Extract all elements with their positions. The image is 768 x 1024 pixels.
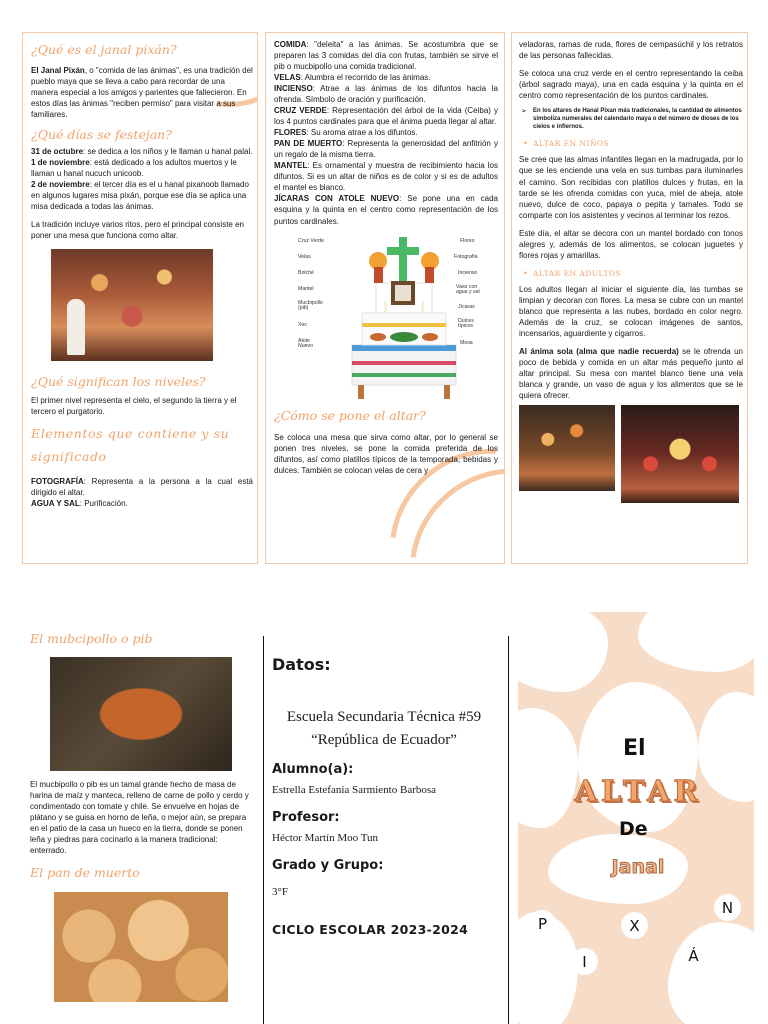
element-photo: FOTOGRAFÍA: Representa a la persona a la cual está dirigido el altar.: [31, 477, 253, 498]
label-mucbipollo: Mucbipollo (pib): [298, 299, 323, 312]
element-water-salt: AGUA Y SAL: Purificación.: [31, 499, 128, 509]
cover-blob: [518, 612, 608, 692]
heading-pib: El mubcipollo o pib: [30, 631, 153, 646]
panel-elements: [265, 32, 505, 564]
cover-janal: Janal: [611, 856, 665, 878]
school-name: Escuela Secundaria Técnica #59: [286, 709, 482, 725]
cover-letter-a: Á: [680, 942, 707, 969]
heading-days: ¿Qué días se festejan?: [31, 127, 172, 143]
label-fotografia: Fotografía: [454, 253, 478, 260]
school-year: CICLO ESCOLAR 2023-2024: [272, 921, 469, 937]
pib-paragraph: El mucbipollo o pib es un tamal grande hecho de masa de harina de maíz y manteca, relleno de carne de pollo y cerdo y condimentado con tomate y chile. Se envuelve en hojas de plátano y se guisa en horno de leña, o mejor aún, se prepara en el patio de la casa un hueco en la tierra, donde se ponen leña y piedras para cocinarlo a la manera tradicional: enterrado.: [30, 780, 249, 856]
item-flores: FLORES: Su aroma atrae a los difuntos.: [274, 128, 418, 138]
cover-letter-n: N: [714, 894, 741, 921]
heading-adults-altar: • ALTAR EN ADULTOS: [533, 269, 743, 278]
cover-blob: [668, 922, 754, 1024]
altar-photo-1: [519, 405, 615, 491]
cover-blob: [518, 708, 578, 828]
cross-paragraph: Se coloca una cruz verde en el centro representando la ceiba (árbol sagrado maya), una en cada esquina y la quinta en el centro como representación de los puntos cardinales.: [519, 69, 743, 101]
item-velas: VELAS: Alumbra el recorrido de las ánimas.: [274, 73, 431, 83]
label-jicaras: Jícaras: [458, 303, 475, 310]
kids-paragraph: Se cree que las almas infantiles llegan en la madrugada, por lo que se les enciende una vela en sus tumbas para iluminarles el camino. Son recibidas con platillos dulces y frutas, en la tarde se les ofrenda comidas con yuca, miel de abeja, atole nuevo, dulce de coco, papaya o pepita y tamales. Todo se comparte con los asistentes y vecinos al terminar los rezos.: [519, 155, 743, 220]
teacher-label: Profesor:: [272, 809, 340, 825]
cover-el: El: [623, 736, 646, 761]
panel-what-is: [22, 32, 258, 564]
how-paragraph: Se coloca una mesa que sirva como altar, por lo general se ponen tres niveles, se pone la comida preferida de los difuntos, así como platillos típicos de la temporada, bebidas y dulces. También se colocan velas de cera y: [274, 432, 498, 475]
lonely-soul-paragraph: Al ánima sola (alma que nadie recuerda) se le ofrenda un poco de bebida y comida en un altar más pequeño junto al altar principal. Su mesa con mantel blanco tiene una vela blanca y grande, un vaso de agua y los alimentos que se le quiera ofrecer.: [519, 346, 743, 400]
teacher-name: Héctor Martín Moo Tun: [272, 831, 379, 844]
pan-photo: [54, 892, 228, 1002]
grade-value: 3°F: [272, 885, 289, 898]
label-incienso: Incienso: [458, 269, 478, 276]
kids-decor-paragraph: Este día, el altar se decora con un mantel bordado con tonos alegres y, además de los alimentos, se colocan juguetes y flores rojas y amarillas.: [519, 228, 743, 260]
label-velas: Velas: [298, 253, 311, 260]
label-cruz-verde: Cruz Verde: [298, 237, 324, 244]
heading-what-is: ¿Qué es el janal pixán?: [31, 42, 177, 57]
label-xec: Xec: [298, 321, 307, 328]
label-bolche: Bolché: [298, 269, 314, 276]
continued-paragraph: veladoras, ramas de ruda, flores de cempasúchil y los retratos de las personas fallecidas.: [519, 40, 743, 61]
altar-diagram: [286, 233, 486, 403]
divider-left: [263, 636, 264, 1024]
altar-photo-2: [621, 405, 739, 503]
heading-kids-altar: • ALTAR EN NIÑOS: [533, 139, 743, 148]
label-mantel: Mantel: [298, 285, 314, 292]
cover-letter-x: X: [621, 912, 648, 939]
cover-letter-i: I: [571, 948, 598, 975]
levels-paragraph: El primer nivel representa el cielo, el segundo la tierra y el tercero el purgatorio.: [31, 396, 237, 417]
divider-right: [508, 636, 509, 1024]
cover-de: De: [619, 818, 648, 840]
item-comida: COMIDA: "deleita" a las ánimas. Se acostumbra que se preparen las 3 comidas del día con frutas, también se sirve el pib o mucbipollo una comida tradicional.: [274, 40, 498, 72]
item-jicaras: JÍCARAS CON ATOLE NUEVO: Se pone una en cada esquina y la quinta en el centro como representación de los puntos cardinales.: [274, 194, 498, 226]
cover-letter-p: P: [529, 910, 556, 937]
panel-datos: [272, 655, 508, 937]
item-mantel: MANTEL: Es ornamental y muestra de recibimiento hacia los difuntos. Si es un altar de niños es de color y si es de adultos el mantel es blanco.: [274, 161, 498, 193]
cover-panel: [518, 612, 754, 1024]
label-flores: Flores: [460, 237, 475, 244]
panel-food: [22, 628, 258, 1024]
school-subtitle: “República de Ecuador”: [311, 732, 457, 749]
altar-photos: [519, 405, 743, 503]
adults-paragraph: Los adultos llegan al iniciar el siguiente día, las tumbas se limpian y decoran con flores. La mesa se cubre con un mantel blanco que representa a las nubes, bordado en color negro. Además de la cruz, se colocan imágenes de santos, incensarios, aguardiente y cigarros.: [519, 284, 743, 338]
label-vaso: Vaso con agua y sal: [456, 283, 480, 296]
item-pan: PAN DE MUERTO: Representa la generosidad del anfitrión y un regalo de la misma tierra.: [274, 139, 498, 160]
heading-elements: Elementos que contiene y su significado: [31, 426, 230, 464]
cover-altar: ALTAR: [574, 774, 702, 808]
panel-altars: [511, 32, 748, 564]
day-oct31: 31 de octubre: se dedica a los niños y le llaman u hanal palal.: [31, 146, 253, 156]
day-nov2: 2 de noviembre: el tercer día es el u hanal pixanoob llamado en algunos lugares misa pixán, porque ese día se aplica una misa dedicada a todas las ánimas.: [31, 179, 249, 211]
label-mesa: Mesa: [460, 339, 473, 346]
altar-photo: [51, 249, 213, 361]
datos-title: Datos:: [272, 655, 331, 674]
heading-how: ¿Cómo se pone el altar?: [274, 407, 426, 423]
day-nov1: 1 de noviembre: está dedicado a los adultos muertos y le llaman u hanal nucuch unicoob.: [31, 157, 237, 178]
student-name: Estrella Estefanía Sarmiento Barbosa: [272, 783, 437, 796]
heading-levels: ¿Qué significan los niveles?: [31, 373, 206, 389]
item-incienso: INCIENSO: Atrae a las ánimas de los difuntos hacia la ofrenda. Símbolo de oración y purificación.: [274, 84, 498, 105]
cover-blob: [638, 612, 754, 672]
pib-photo: [50, 657, 232, 771]
tradition-paragraph: La tradición incluye varios ritos, pero el principal consiste en poner una mesa que funciona como altar.: [31, 219, 244, 240]
intro-paragraph: El Janal Pixán, o "comida de las ánimas", es una tradición del pueblo maya que se lleva a cabo para recordar de una manera especial a los amigos y parientes que fallecieron. En estos días las ánimas "reciben permiso" para visitar a sus familiares.: [31, 66, 253, 120]
label-atole: Atole Nuevo: [298, 337, 313, 350]
grade-label: Grado y Grupo:: [272, 857, 384, 873]
item-cruz-verde: CRUZ VERDE: Representación del árbol de la vida (Ceiba) y los 4 puntos cardinales para que el ánima pueda llegar al altar.: [274, 106, 498, 127]
label-dulces: Dulces típicos: [458, 317, 474, 330]
tradition-bullet: ➢ En los altares de Hanal Pixan más tradicionales, la cantidad de alimentos simboliza numerales del calendario maya o del número de dioses de los cielos e infiernos.: [533, 107, 743, 131]
heading-pan: El pan de muerto: [30, 865, 140, 881]
student-label: Alumno(a):: [272, 761, 354, 777]
